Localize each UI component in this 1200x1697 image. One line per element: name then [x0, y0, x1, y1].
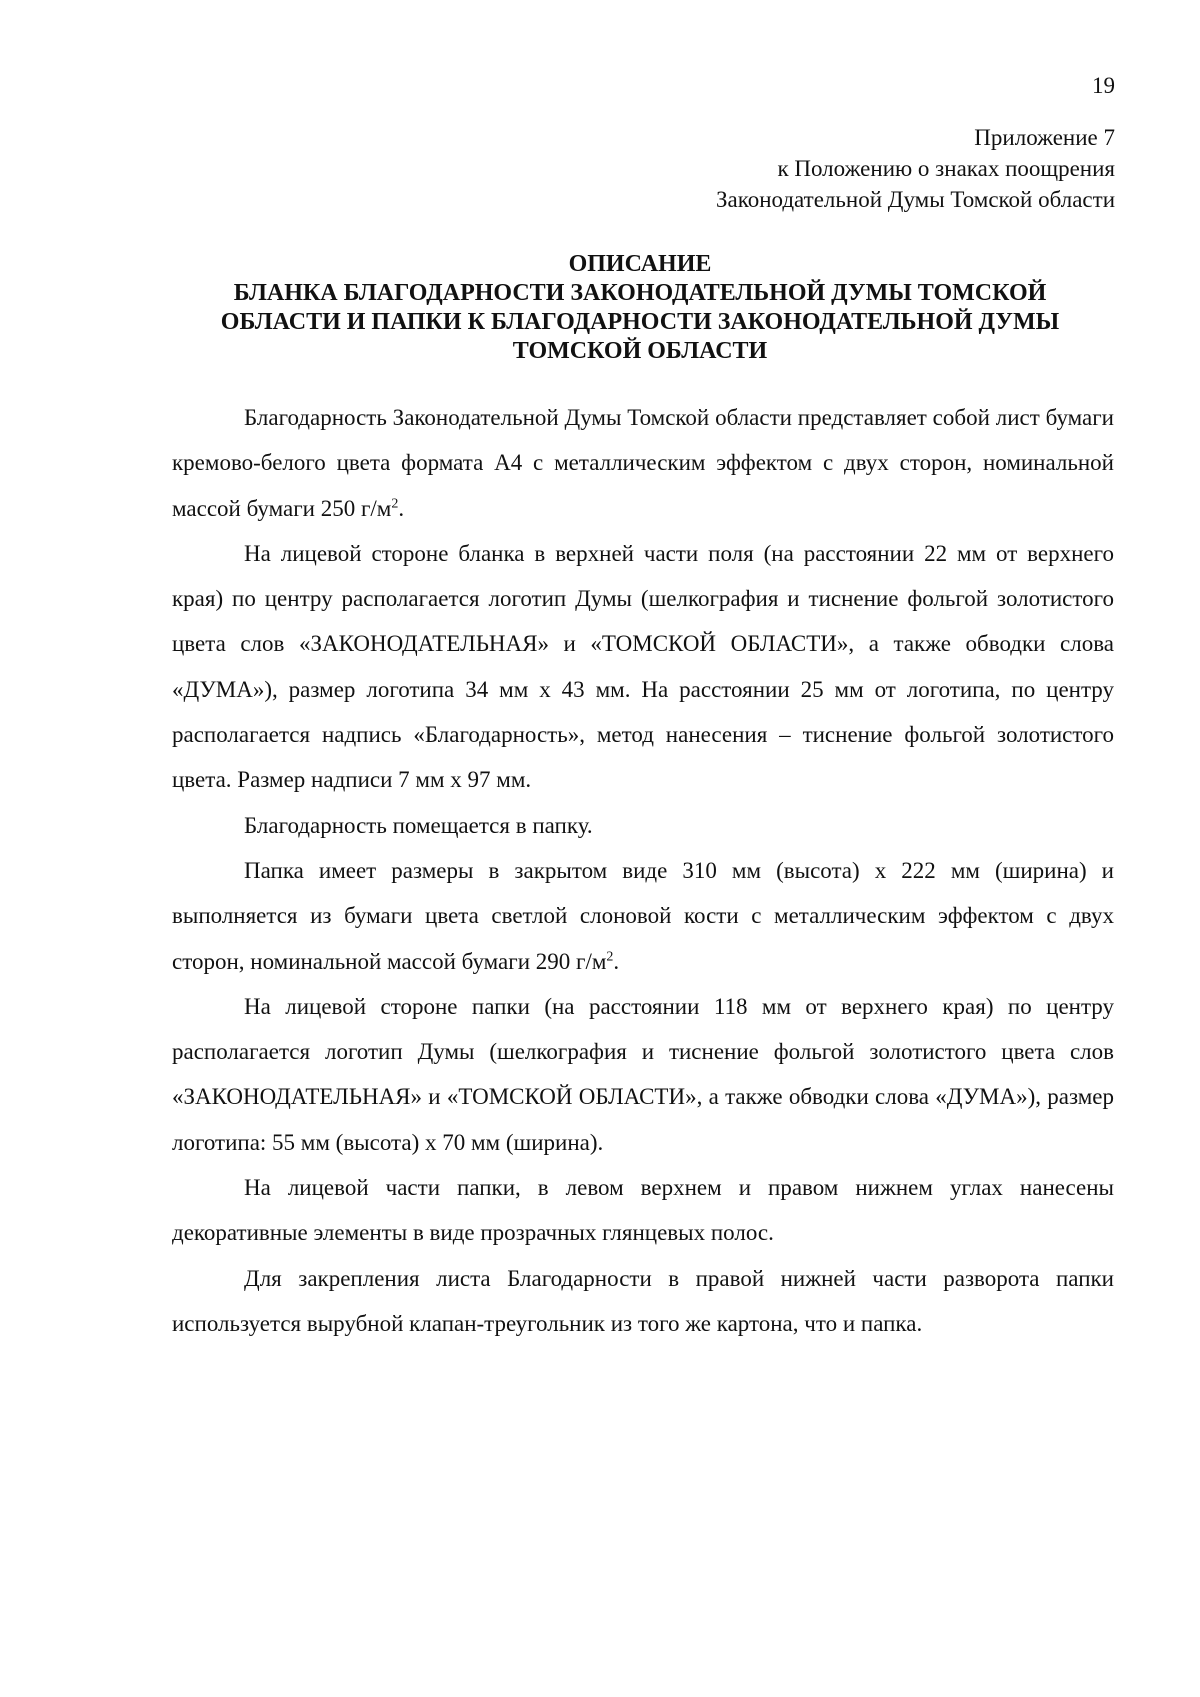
title-line-1: ОПИСАНИЕ [568, 251, 712, 277]
appendix-line-3: Законодательной Думы Томской области [715, 187, 1115, 212]
paragraph-1-superscript: 2 [391, 495, 399, 511]
appendix-line-2: к Положению о знаках поощрения [777, 156, 1115, 181]
paragraph-5: На лицевой стороне папки (на расстоянии 118 мм от верхнего края) по центру располагается логотип Думы (шелкография и тиснение фольгой золотистого цвета слов «ЗАКОНОДАТЕЛЬНАЯ» и «ТОМСКОЙ ОБЛАСТИ», а также обводки слова «ДУМА»), размер логотипа: 55 мм (высота) х 70 мм (ширина). [172, 993, 1114, 1155]
paragraph-7: Для закрепления листа Благодарности в правой нижней части разворота папки используется вырубной клапан-треугольник из того же картона, что и папка. [172, 1265, 1114, 1336]
paragraph-6: На лицевой части папки, в левом верхнем и правом нижнем углах нанесены декоративные элементы в виде прозрачных глянцевых полос. [172, 1175, 1114, 1246]
paragraph-4-end: . [613, 948, 620, 974]
title-line-3: ОБЛАСТИ И ПАПКИ К БЛАГОДАРНОСТИ ЗАКОНОДАТЕЛЬНОЙ ДУМЫ [220, 309, 1060, 335]
paragraph-2: На лицевой стороне бланка в верхней части поля (на расстоянии 22 мм от верхнего края) по центру располагается логотип Думы (шелкография и тиснение фольгой золотистого цвета слов «ЗАКОНОДАТЕЛЬНАЯ» и «ТОМСКОЙ ОБЛАСТИ», а также обводки слова «ДУМА»), размер логотипа 34 мм х 43 мм. На расстоянии 25 мм от логотипа, по центру располагается надпись «Благодарность», метод нанесения – тиснение фольгой золотистого цвета. Размер надписи 7 мм х 97 мм. [172, 540, 1114, 793]
appendix-reference [415, 122, 1115, 215]
document-body [172, 395, 1114, 1346]
paragraph-1-end: . [398, 495, 405, 521]
title-line-2: БЛАНКА БЛАГОДАРНОСТИ ЗАКОНОДАТЕЛЬНОЙ ДУМЫ ТОМСКОЙ [233, 280, 1047, 306]
paragraph-1-text: Благодарность Законодательной Думы Томской области представляет собой лист бумаги кремово-белого цвета формата А4 с металлическим эффектом с двух сторон, номинальной массой бумаги 250 г/м [172, 405, 1114, 521]
paragraph-3: Благодарность помещается в папку. [244, 812, 593, 838]
paragraph-1 [172, 395, 1114, 531]
paragraph-4 [172, 848, 1114, 984]
appendix-line-1: Приложение 7 [974, 125, 1115, 150]
paragraph-4-text: Папка имеет размеры в закрытом виде 310 мм (высота) х 222 мм (ширина) и выполняется из бумаги цвета светлой слоновой кости с металлическим эффектом с двух сторон, номинальной массой бумаги 290 г/м [172, 857, 1114, 974]
document-title [160, 250, 1120, 366]
title-line-4: ТОМСКОЙ ОБЛАСТИ [512, 338, 768, 364]
page-number: 19 [1092, 73, 1115, 98]
paragraph-4-superscript: 2 [606, 948, 614, 964]
